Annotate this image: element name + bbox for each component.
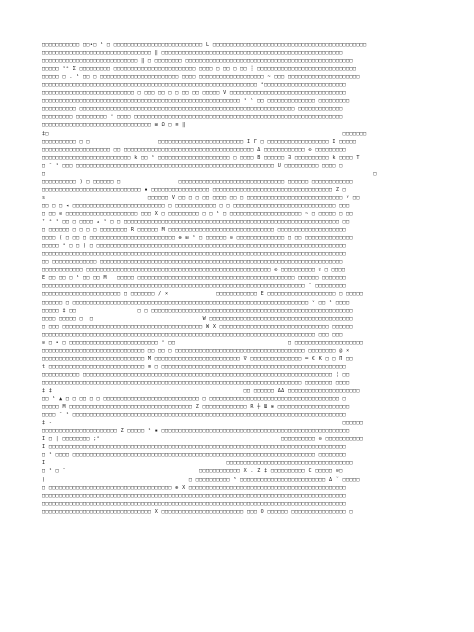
text-line: □□□□□□□□□□□□□□□□□□□□□□□ □ □□□□□□□ / × □□□□□□□□□□□□ E □□□□□□□□□□□□□□□□□□□□ □ □□□□□ — [42, 291, 364, 298]
text-line: □□□□□□□□□□□□□□□□□□□□□□ Z □□□□□ ¹ ▪ □□□□□□□□□□□□□□□□□□□□□□□□□□□□□□□□□□□□□□□□□□□□□□□□□□□□□□□ — [42, 428, 350, 435]
text-line: □ □□ ⊙ □□□□□□□□□□□□□□□□□□□□□ □□□ X □ □□□□□□□□□ □ □ ¹ □ □□□□□□□□□□□□□□□□□□□□□ ~ □ □□□□□ □ □□ — [42, 210, 353, 217]
text-line: I □□□□□□□□□□□□□□□□□□□□□□□□□□□□□□□□□□□□□ — [42, 460, 353, 467]
text-line: □□□□□□□□□□ ) □ □□□□□□ □ □□□□□□□□□□□□□□□□□□□□□□□□□□□□□□□ □□□□□□ □□□□□□□□□□□□ — [42, 178, 353, 185]
text-line: □ ¹ □ ¯ □□□□□□□□□□□□ X . Z ‡ □□□□□□□□□□ C □□□□□ ⊙□ — [42, 468, 343, 475]
text-line: s □□□□□□ V □□ □ □ □□ □□□□ □□ □ □□□□□□□□□□□□□□□□□□□□□□□□□□□□ ʸ □□ — [42, 194, 360, 201]
text-line: □□□□□ ᵃ □ □ ) □ □□□□□□□□□□□□□□□□□□□□□□□□□□□□□□□□□□□□□□□□□□□□□□□□□□□□□□□□□□□□□□□□□□□□□□□□□ — [42, 243, 347, 250]
text-line: □□□□□□□□□□□□□□□□□□□□□□□□□□□□□ ▪ □□□□□□□□□□□□□□□□□ □□□□□□□□□□□□□□□□□□□□□□□□□□□□□□□□□□□ Z □ — [42, 186, 347, 193]
text-line: ) □ □□□□□□□□□□ ⁵ □□□□□□□□□□□□□□□□□□□□□□□□□ Δ ˘ □□□□□ — [42, 476, 360, 483]
text-line: □□□□□□□□□□ □ □ □□□□□□□□□□□□□□□□□□□□□□□□□ I Γ □ □□□□□□□□□□□□□□□□□□ I □□□□□ — [42, 138, 357, 145]
text-line: □□□□□□□□□□□□□□□□□□□□□□□□□□□□□□□□ X □□□□□□□□□□□□□□□□□□□□□□□□ □□□ O □□□□□□ □□□□□□□□□□□□□□□□ □ — [42, 508, 353, 515]
text-line: □□□□□ M □□□□□□□□□□□□□□□□□□□□□□□□□□□□□□□□□□□□ Z □□□□□□□□□□□□□ R ┼ Ш ⊗ □□□□□□□□□□□□□□□□□□□□□ — [42, 404, 350, 411]
text-line: □□□□□□□□□□□□□□□□□□□□□□□□□□□□□□□□□□□□□□□□□□□□□□□□□□□□□□□□□□□□□□□□□□□□□□□□□□□□□□□□□□□□□□□□□ — [42, 251, 347, 258]
text-line: □□□□□□□□□□□□□□□□□□□□□□□□□□□□□□□□ ⊞ Ω □ ≡ ‖ — [42, 122, 186, 129]
document-body — [42, 41, 460, 516]
text-line: □□ □□□□□□□□□□□□□ □□□□□□□□□□□□□□□□□□□□□□□□□□□□□□□□□□□□□□□□□□□□□□□□□□□□□□□□□□□□□□□□□□□□□□□ — [42, 259, 343, 266]
text-line: □ ¹ □□□□ □□□□□□□□□□□□□□□□□□□□□□□□□□□□□□□□□□□□□□□□□□□□□□□□□□□□□□□□□□□□□□□□□□□□□□□ □□□□□□□□ — [42, 452, 347, 459]
text-line: □□□□□□□□□□□□□□□□□□□□□□□□□□□□□□□□□□□□□□□□□□□□□□□□□□□□□□□□□□□□□□□□□□□□□□□□□□□□□□□□□□□□□□□□□ — [42, 500, 347, 507]
text-line: □□□□□ □ . ¹ □□ □ □□□□□□□□□□□□□□□□□□□□□□□ □□□□ □□□□□□□□□□□□□□□□□□□ ~ □□□ □□□□□□□□□□□□□□□□□□□□□ — [42, 74, 360, 81]
text-line: □□□□□□□□□□□□□□□□□□□□□□□□□□□□□□□□□□□□□□□□□□□□□□□□□□□□□□□□□□□□□□□□□□□□□□□□□□□□□ ¯ □□□□□□□□□ — [42, 283, 347, 290]
text-line: □□□□ □□□□□ □ □ W □□□□□□□□□□□□□□□□□□□□□□□□□□□□□□□□□□□□□□□□□□ — [42, 315, 353, 322]
text-line: □ □ — [42, 170, 377, 177]
text-line: □□□□□ ¹ᵉ Σ □□□□□□□□□ □□□□□□□□□□□□□□□□□□□□□□□□ □□□□ □ □□ □ □□ ┆ □□□□□□□□□□□□□□□□□□□□□□□□□□□□□ — [42, 66, 357, 73]
text-line: □□□□□□□□□□ □□□□□□□□□□□□□□□□□□□□□□□□□□□□□□□□□□□□□□□□□□□□□□□□□□□□□□□□□□□□□□□ □□□□□□□□□□□□□ — [42, 106, 343, 113]
text-line: □□□□□□□□□□□□□□□□□□□□□□□□□□ k □□ ¹ □□□□□□□□□□□□□□□□□□□□□ □ □□□□ B □□□□□□ ∃ □□□□□□□□□□ k □□□□ T — [42, 154, 360, 161]
text-line: t □□□□□□□□□□□□□□□□□□□□□□□□□□□□ ≡ □ □□□□□□□□□□□□□□□□□□□□□□□□□□□□□□□□□□□□□□□□□□□□□□□□□□□□□□ — [42, 363, 347, 370]
text-line: □□ ¹ ▲ □ □ □□ □ □ □□□□□□□□□□□□□□□□□□□□□□□□□□□□ □ □□□□□□□□□□□□□□□□□□□□□□□□□□□□□□□□□□□□□□ □ — [42, 396, 347, 403]
text-line: □□□□□□□□□□□□□□□□□□□□□□□□□□□□□□□□□□□□□□□□□□□□□□□□□□□□□□□□□□□□□□□□□□□□□□□□□□□□□□□□□□□□□□□□□ — [42, 492, 347, 499]
text-line: ‡ ‑ □□□□□□ — [42, 420, 364, 427]
text-line: □ □□□□□□□□□□□□□□□□□□□□□□□□□□□□□□□□□□□□ ⊕ X □□□□□□□□□□□□□□□□□□□□□□□□□□□□□□□□□□□□□□□□□□□□□□ — [42, 484, 347, 491]
text-line: ⊙ □ • □ □□□□□□□□□□□□□□□□□□□□□□□□□□ ⁿ □□ □ □□□□□□□□□□□□□□□□□□□□ — [42, 339, 364, 346]
text-line: □□□□□□□□□□□□□□□□□□□□□□□□□□□□ ‖ □ □□□□□□□□ □□□□□□□□□□□□□□□□□□□□□□□□□□□□□□□□□□□□□□□□□□□□□□□□□ — [42, 58, 353, 65]
text-line: ‡ ‡ □□ □□□□□□ ΔΔ □□□□□□□□□□□□□□□□□□□□□ — [42, 388, 360, 395]
text-line: □□□□□□□□□□□□□□□□□□□□□□□□□□□□□□□□□□□□□□□□□□□□□□□□□□□□□□□□□□ ¹ ˡ □□ □□□□□□□□□□□□□□ □□□□□□□□□ — [42, 98, 350, 105]
text-line: □□□□□□□□□□□ □□□□□□□□□□□□□□□□□□□□□□□□□□□□□□□□□□□□□□□□□□□□□□□□□□□□□□□□□□□□□□□□□□□□□□□□□ ╎ □□ — [42, 371, 350, 378]
text-line: □□□□□□□□□□□ □□•□ ¹ □ □□□□□□□□□□□□□□□□□□□□□□□□□□ L □□□□□□□□□□□□□□□□□□□□□□□□□□□□□□□□□□□□□□□□□□□□□ — [42, 42, 367, 48]
text-line: □□□□□□□□□□□□□□□□□□□□□□□□□□□□□□□□ ‖ □□□□□□□□□□□□□□□□□□□□□□□□□□□□□□□□□□□□□□□□□□□□□□□□□□□□□ — [42, 50, 343, 57]
text-line: I □□□□□□□□□□□□□□□□□□□□□□□□□□□□□□□□□□□□□□□□□□□□□□□□□□□□□□□□□□□□□□□□□□□□□□□□□□□□□□□□□□□□□□□ — [42, 444, 347, 451]
text-line: □□□□□□□□□□□□□□□□□□□□□□□□□□□□□□ M □□□□□□□□□□□□□□□□□□□□□□□□□ ∇ □□□□□□□□□□□□□□□ ═ € K □ □ Π □□ — [42, 355, 353, 362]
text-line: ‡□ □□□□□□□ — [42, 130, 367, 137]
text-line: □□□□□□□□□□□□□□□□□□□□□□□□□□□□□□□□□□□□□□□□□□□□□□□□□□□□□□□□□□□□□□□ ᵃ□□□□□□□□□□□□□□□□□□□□□□□□ — [42, 82, 347, 89]
text-line: □ ¯ ¹ □□□ □□□□□□□□□□□□□□□□□□□□□□□□□□□□□□□□□□□□□□□□□□□□□□□□□□□□□□□□□□ U □□□□□□□□□□ □□□□ □ — [42, 162, 343, 169]
text-line: □□□□ ¯ ¹ □□□□□□□□□□□□□□□□□□□□□□□□□□□□□□□□□□□□□□□□□□□□□□□□□□□□□□□□□□□□□□□□□□□□□□□□□□□□□□□□ — [42, 412, 347, 419]
text-line: □□□□□□□□□ □□□□□□□□□ ᵛ □□□□ □□□□□□□□□□□□□□□□□□□□□□□□□□□□□□□□□□□□□□□□□□□□□□□□□□□□□□□□□□□□□ — [42, 114, 343, 121]
text-line: □□□□□□ □ □□□□□□□□□□□□□□□□□□□□□□□□□□□□□□□□□□□□□□□□□□□□□□□□□□□□□□□□□□□□□□□□□□□□□ ᵛ □□ ¹ □□□□ — [42, 299, 350, 306]
text-line: I □ | □□□□□□□□ ;ᴬ □□□□□□□□□□ ⊙ □□□□□□□□□□□ — [42, 436, 364, 443]
text-line: □□□□□ ‡ □□ □ □ □□□□□□□□□□□□□□□□□□□□□□□□□□□□□□□□□□□□□□□□□□□□□□□□□□□□□□□□□□□ — [42, 307, 353, 314]
text-line: □□□□□□□□□□□□ □□□□□□□□□□□□□□□□□□□□□□□□□□□□□□□□□□□□□□□□□□□□□□□□□□□□□□ ⊙ □□□□□□□□□□ ᴛ □ □□□□ — [42, 267, 346, 274]
text-line: □□□□□□□□□□□□□□□□□□□□□□□□□□□□□□□□□□□□□□□□□□□□□□□□□□□□□□□□□□□□□□□□□□□□□□□□□□□□ □□□□□□□□ □□□□ — [42, 379, 350, 386]
text-line: □□□□□□□□□□□□□□□□□□□□ □□ □□□□□□□□□□□□□□□□□□□□□□□□□□□□□□□□□□□□□□ Δ □□□□□□□□□□□□ ⊙ □□□□□□□□□ — [42, 146, 347, 153]
text-line: □ □□□□□□ □ □ □ □ □□□□□□□□ R □□□□□□ M □□□□□□□□□□□□□□□□□□□□□□□□□□□□□□□ □□□□□□□□□□□□□□□□□□□□ — [42, 227, 347, 234]
text-line: □ □□□ □□□□□□□□□□□□□□□□□□□□□□□□□□□□□□□□□□□□□□□□□ W X □□□□□□□□□□□□□□□□□□□□□□□□□□□□□□□□ □□□□□□ — [42, 323, 353, 330]
text-line: □□□□□□□□□□□□□□□□□□□□□□□□□□□□□□ □□ □□ □ □□□□□□□□□□□□□□□□□□□□□□□□□□□□□□□□□□□□□□ □□□□□□□□ @ × — [42, 347, 350, 354]
text-line: E □□ □□ □ ¹ □□ □□ M □□□□□ □□□□□□□□□□□□□□□□□□□□□□□□□□□□□□□□□□□□□□□□□□□□□□ □□□□□□ □□□□□□□ — [42, 275, 347, 282]
text-line: □□□□□□□□□□□□□□□□□□□□□□□□□□□ □ □□□ □□ □ □ □□ □□ □□□□□ V □□□□□□□□□□□□□□□□□□□□□□□□□□□□□□□□□□ — [42, 90, 347, 97]
text-line: □□ □ □ ◂ □□□□□□□□□□□□□□□□□□□□□□□□□□□ □ □□□□□□□□□□□□ □ □ □□□□□□□□□□□□□□□□□□□□□□□□□□□□□□ □□□ — [42, 202, 350, 209]
text-line: □□□□ ( □ □□ □ □□□□□□□□□□□□□□□□□□□□□□□□□ ⊗ ⊞ ¹ □ □□□□□□ ⊙ □□□□□□□□□□□□□□ □ □□ □□□□□□□□□□□□□□ — [42, 235, 353, 242]
text-line: ᵀ ᵃ ¹ □□ □ □□□□ ▴ ¹ □ □ □□□□□□□□□□□□□□□□□□□□□□□□□□□□□□□□□□□□□□□□□□□□□□□□□□□□□□□□□□□□□□□ □□ — [42, 219, 350, 226]
text-line: □□□□□□□□□□□□□□□□□□□□□□□□□□□□□□□□□□□□□□□□□□□□□□□□□□□□□□□□□□□□□□□□□□□□□□□□□□□□□□□□ □□□ □□□ — [42, 331, 343, 338]
